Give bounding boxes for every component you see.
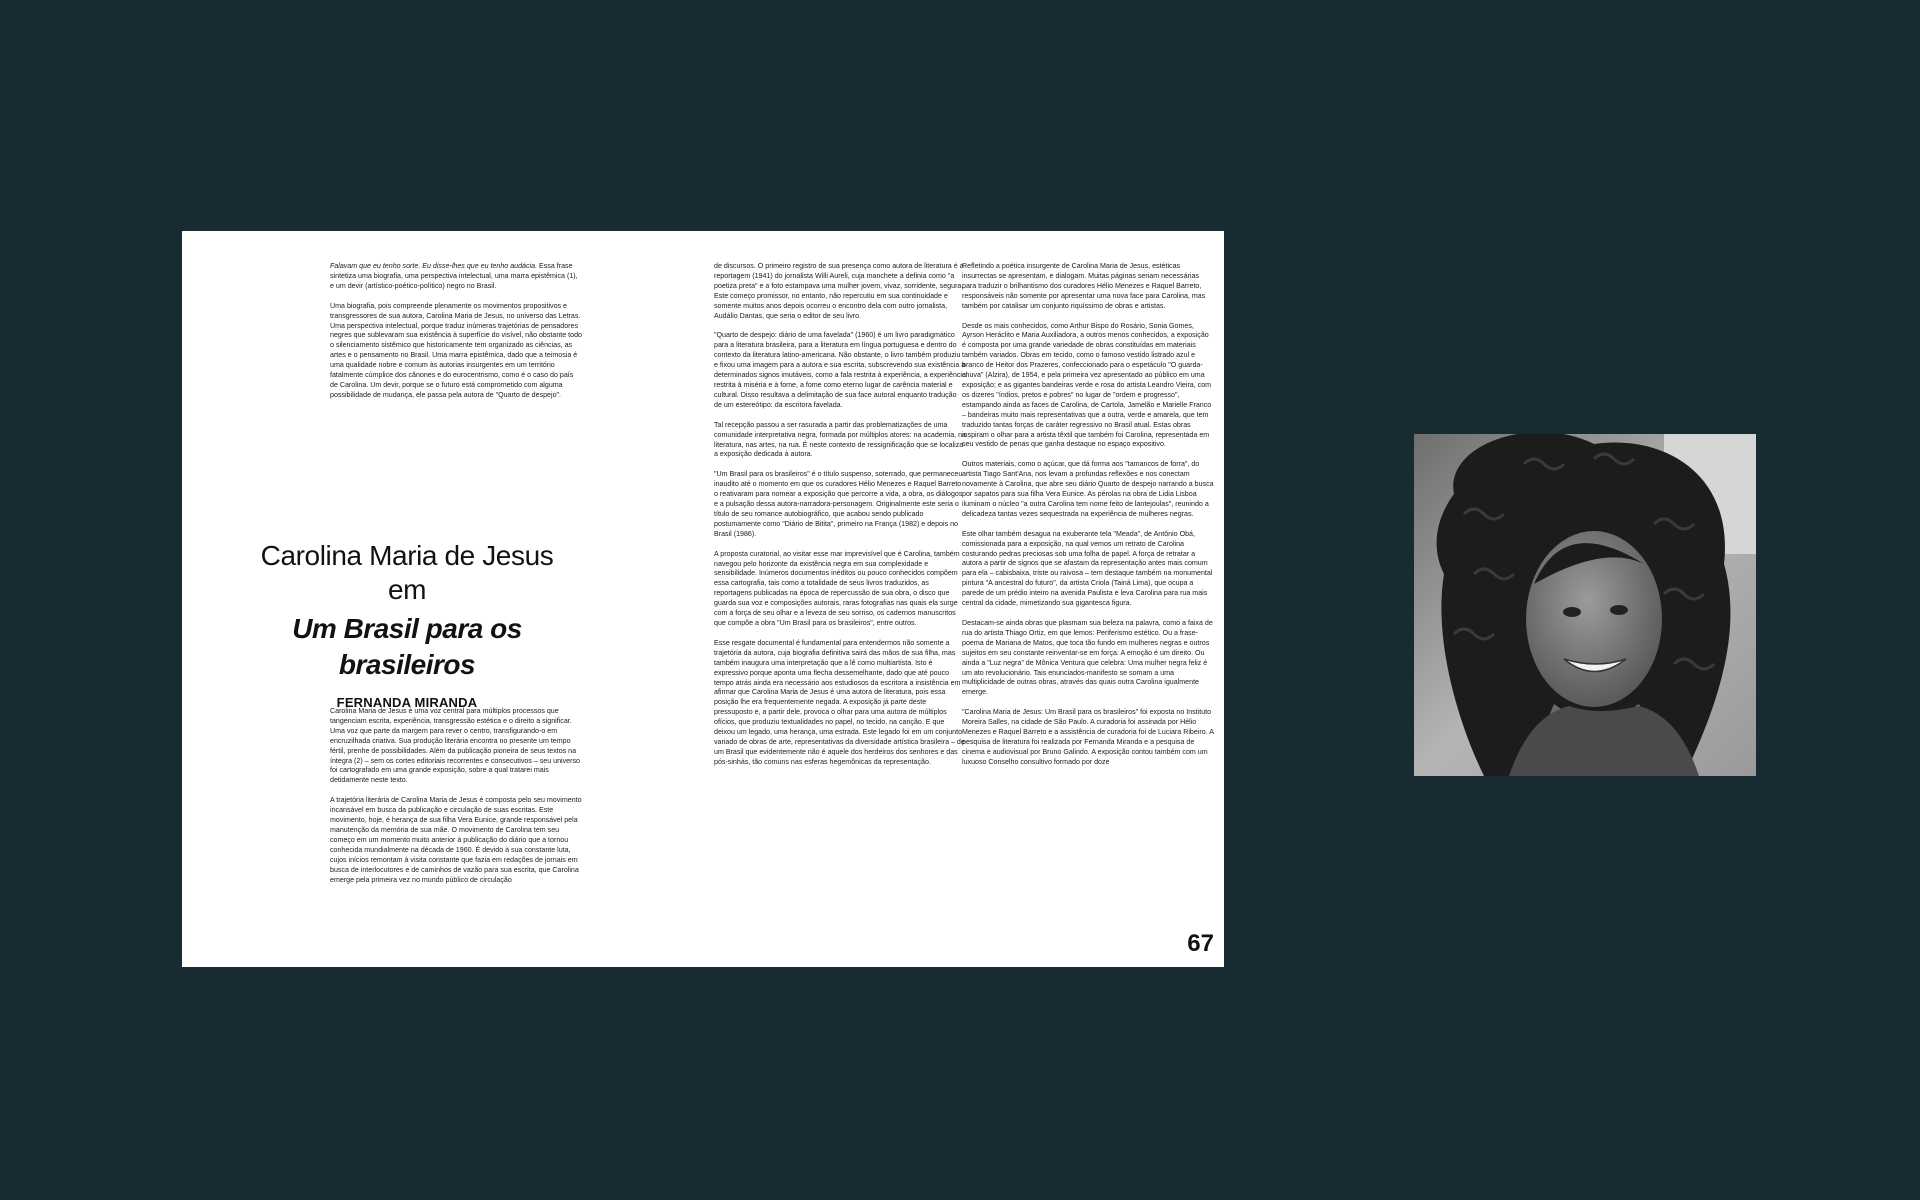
col2-paragraph-3: Tal recepção passou a ser rasurada a partir das problematizações de uma comunidade interpretativa negra, formada por múltiplos atores: na academia, na literatura, nas artes, na rua. É neste contexto de ressignificação que se localiza a exposição dedicada à autora. (714, 420, 966, 459)
article-title-line-2: Um Brasil para os brasileiros (292, 613, 522, 680)
intro-text (330, 262, 582, 292)
article-title-block (242, 539, 572, 711)
col2-paragraph-1: de discursos. O primeiro registro de sua presença como autora de literatura é a reportagem (1941) do jornalista Willi Aureli, cuja manchete a definia como "a poetiza preta" e a foto estampava uma mulher jovem, vivaz, sorridente, segura. Este começo promissor, no entanto, não repercutiu em sua continuidade e somente muitos anos depois ocorreu o encontro dela com outro jornalista, Audálio Dantas, que seria o editor de seu livro. (714, 262, 964, 320)
col2-paragraph-4: "Um Brasil para os brasileiros" é o título suspenso, soterrado, que permaneceu inaudito até o momento em que os curadores Hélio Menezes e Raquel Barreto o reativaram para nomear a exposição que percorre a vida, a obra, os diálogos e a pulsação dessa autora-narradora-personagem. Originalmente este seria o título de seu romance autobiográfico, que acabou sendo publicado postumamente como "Diário de Bitita", primeiro na França (1982) e depois no Brasil (1986). (714, 470, 963, 538)
col3-paragraph-5: Destacam-se ainda obras que plasmam sua beleza na palavra, como a faixa de rua do artista Thiago Ortiz, em que lemos: Periferismo estético. Ou a frase-poema de Mariana de Matos, que toca tão fundo em mulheres negras e outros sujeitos em seu constante reinventar-se em força: A emoção é um direito. Ou ainda a "Luz negra" de Mônica Ventura que celebra: Uma mulher negra feliz é um ato revolucionário. Tais enunciados-manifesto se somam a uma multiplicidade de outras obras, através das quais outra Carolina igualmente emerge. (962, 619, 1213, 697)
col3-paragraph-2: Desde os mais conhecidos, como Arthur Bispo do Rosário, Sonia Gomes, Ayrson Heráclito e Maria Auxiliadora, a outros menos conhecidos, a exposição é composta por uma grande variedade de obras constituídas em materiais também variados. Obras em tecido, como o famoso vestido listrado azul e branco de Heitor dos Prazeres, confeccionado para o espetáculo "O guarda-chuva" (Alzira), de 1954, e pela primeira vez apresentado ao público em uma exposição; e as gigantes bandeiras verde e rosa do artista Leandro Vieira, com os dizeres "índios, pretos e pobres" no lugar de "ordem e progresso", estampando ainda as faces de Carolina, de Cartola, Jamelão e Marielle Franco – bandeiras muito mais representativas que a outra, verde e amarela, que tem traduzido tantas forças de caráter regressivo no Brasil atual. Estas obras inspiram o olhar para a artista têxtil que também foi Carolina, representada em seu vestido de penas que ganha destaque no espaço expositivo. (962, 321, 1212, 449)
body-column-3 (962, 262, 1214, 778)
author-portrait (1414, 434, 1756, 776)
body1-paragraph-2: A trajetória literária de Carolina Maria de Jesus é composta pelo seu movimento incansável em busca da publicação e circulação de suas escritas. Este movimento, hoje, é herança de sua filha Vera Eunice, grande responsável pela manutenção da memória de sua mãe. O movimento de Carolina tem seu começo em um momento muito anterior à publicação do diário que a tornou conhecida mundialmente na década de 1960. É devido à sua constante luta, cujos inícios remontam à visita constante que fazia em redações de jornais em busca de interlocutores e de caminhos de vazão para sua escrita, que Carolina emerge pela primeira vez no mundo público de circulação (330, 796, 582, 884)
col3-paragraph-3: Outros materiais, como o açúcar, que dá forma aos "tamancos de forra", do artista Tiago Sant'Ana, nos levam a profundas reflexões e nos conectam novamente à Carolina, que abre seu diário Quarto de despejo narrando a busca por sapatos para sua filha Vera Eunice. As pérolas na obra de Lidia Lisboa iluminam o núcleo "a outra Carolina tem nome feito de lantejoulas", reunindo a delicadeza tantas vezes sequestrada na experiência de mulheres negras. (962, 460, 1214, 518)
body-column-2 (714, 262, 966, 778)
article-author: FERNANDA MIRANDA (336, 695, 478, 710)
intro-column (330, 262, 582, 411)
col3-paragraph-6: "Carolina Maria de Jesus: Um Brasil para os brasileiros" foi exposta no Instituto Moreira Salles, na cidade de São Paulo. A curadoria foi assinada por Hélio Menezes e Raquel Barreto e a assistência de curadoria foi de Luciara Ribeiro. A pesquisa de literatura foi realizada por Fernanda Miranda e a pesquisa de cinema e audiovisual por Bruno Galindo. A exposição contou também com um luxuoso Conselho consultivo formado por doze (962, 708, 1214, 766)
portrait-photo-icon (1414, 434, 1756, 776)
intro-paragraph-1: Essa frase sintetiza uma biografia, uma perspectiva intelectual, uma marra epistêmica (1), e um devir (artístico-poético-político) negro no Brasil. (330, 262, 578, 290)
col2-paragraph-2: "Quarto de despejo: diário de uma favelada" (1960) é um livro paradigmático para a literatura brasileira, para a literatura em língua portuguesa e dentro do contexto da literatura latino-americana. Não obstante, o livro também produziu e fixou uma imagem para a autora e sua escrita, subscrevendo sua existência a determinados signos imutáveis, como a fala restrita à experiência, a experiência restrita à miséria e à fome, a fome como eterno lugar de carência material e cultural. Disso resultava a delimitação de sua face autoral enquanto tradução de um estereótipo: da escritora favelada. (714, 331, 966, 409)
intro-paragraph-2: Uma biografia, pois compreende plenamente os movimentos propositivos e transgressores de sua autora, Carolina Maria de Jesus, no universo das Letras. Uma perspectiva intelectual, porque traduz inúmeras trajetórias de pensadores negres que sublevaram sua existência à superfície do visível, não obstante todo o silenciamento sistêmico que historicamente tem organizado as ciências, as artes e o pensamento no Brasil. Uma marra epistêmica, dado que a teimosia é uma qualidade nobre e comum às autorias insurgentes em um território fatalmente cúmplice dos cânones e do eurocentrismo, como é o caso do país de Carolina. Um devir, porque se o futuro está comprometido com alguma possibilidade de mudança, ele passa pela autora de "Quarto de despejo". (330, 301, 582, 399)
epigraph: Falavam que eu tenho sorte. Eu disse-lhes que eu tenho audácia. (330, 262, 538, 270)
body1-paragraph-1: Carolina Maria de Jesus é uma voz central para múltiplos processos que tangenciam escrita, experiência, transgressão estética e o direito a significar. Uma voz que parte da margem para rever o centro, transfigurando-o em encruzilhada criativa. Sua produção literária encontra no presente um tempo fértil, prenhe de possibilidades. Além da publicação pioneira de seus textos na íntegra (2) – sem os cortes editoriais recorrentes e consecutivos – seu universo foi cartografado em uma grande exposição, sobre a qual tratarei mais detidamente neste texto. (330, 707, 580, 785)
col3-paragraph-1: Refletindo a poética insurgente de Carolina Maria de Jesus, estéticas insurrectas se apresentam, e dialogam. Muitas páginas seriam necessárias para traduzir o brilhantismo dos curadores Hélio Menezes e Raquel Barreto, responsáveis não somente por apresentar uma nova face para Carolina, mas também por catalisar um conjunto riquíssimo de obras e artistas. (962, 262, 1206, 310)
body-column-1 (330, 707, 582, 895)
magazine-spread (182, 231, 1224, 967)
col2-paragraph-5: A proposta curatorial, ao visitar esse mar imprevisível que é Carolina, também navegou pelo horizonte da existência negra em sua complexidade e sensibilidade. Inúmeros documentos inéditos ou pouco conhecidos compõem essa cartografia, tais como a totalidade de seus livros traduzidos, as reportagens publicadas na época de repercussão de sua obra, o disco que guarda sua voz e composições autorais, raras fotografias nas quais ela surge com a força de seu olhar e a leveza de seu sorriso, os cadernos manuscritos que compõe a obra "Um Brasil para os brasileiros", entre outros. (714, 549, 960, 627)
article-title-line-1: Carolina Maria de Jesus em (260, 540, 554, 605)
col3-paragraph-4: Este olhar também desagua na exuberante tela "Meada", de Antônio Obá, comissionada para a exposição, na qual vemos um retrato de Carolina costurando pedras preciosas sob uma folha de papel. A força de retratar a autora a partir de signos que se afastam da representação antes mais comum para ela – cabisbaixa, triste ou raivosa – tem destaque também na monumental pintura "A ancestral do futuro", da artista Criola (Tainá Lima), que ocupa a parede de um prédio inteiro na avenida Paulista e leva Carolina para rua mais central da cidade, mimetizando sua gigantesca figura. (962, 529, 1213, 608)
col2-paragraph-6: Esse resgate documental é fundamental para entendermos não somente a trajetória da autora, cuja biografia definitiva sairá das mãos de sua filha, mas também inaugura uma interpretação que a lê como multiartista. Isto é expressivo porque aponta uma flecha dessemelhante, dado que até pouco tempo atrás ainda era necessário aos estudiosos da escritora a insistência em afirmar que Carolina Maria de Jesus é uma autora de literatura, pois essa posição lhe era frequentemente negada. A exposição já parte deste pressuposto e, a partir dele, provoca o olhar para uma autora de múltiplos ofícios, que produziu textualidades no papel, no tecido, na canção. E que deixou um legado, uma herança, uma estrada. Este legado foi em um conjunto variado de obras de arte, representativas da diversidade artística brasileira – de um Brasil que evidentemente não é aquele dos herdeiros dos senhores e das pós-sinhás, tão comuns nas esferas hegemônicas da representação. (714, 638, 965, 766)
page-number: 67 (1187, 930, 1214, 957)
